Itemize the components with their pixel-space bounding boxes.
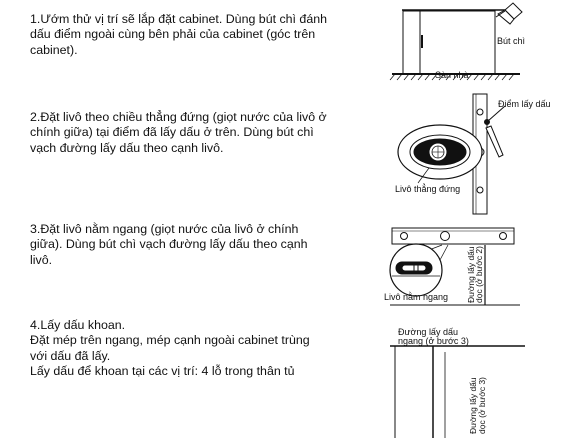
step4-horizontal-label-1: Đường lấy dấu [398,327,458,337]
step-2-text: 2.Đặt livô theo chiều thẳng đứng (giọt nước của livô ở chính giữa) tại điểm đã lấy dấu ở trên. Dùng bút chì vạch đường lấy dấu theo cạnh livô. [30,110,327,155]
figure-4-drill-marks [390,346,525,438]
floor-label: Sàn nhà [435,70,469,80]
step3-vertical-line-label-1: Đường lấy dấu [466,246,476,303]
step4-horizontal-label-2: ngang (ở bước 3) [398,336,469,346]
step-1-text: 1.Ướm thử vị trí sẽ lắp đặt cabinet. Dùng bút chì đánh dấu điểm ngoài cùng bên phải của cabinet (góc trên cabinet). [30,12,328,57]
step-3-text: 3.Đặt livô nằm ngang (giọt nước của livô ở chính giữa). Dùng bút chì vạch đường lấy dấu theo cạnh livô. [30,222,308,267]
mark-point-label: Điểm lấy dấu [498,99,551,109]
vertical-level-label: Livô thẳng đứng [395,184,461,194]
step-4-title: 4.Lấy dấu khoan. [30,318,126,332]
pencil-label: Bút chì [497,36,526,46]
pencil-icon [496,3,522,24]
step4-vertical-label-1: Đường lấy dấu [468,377,478,434]
step4-vertical-label-2: dọc (ở bước 3) [477,377,487,434]
step3-vertical-line-label-2: dọc (ở bước 2) [474,246,484,303]
figure-2-vertical-level [398,94,505,214]
horizontal-level-label: Livô nằm ngang [384,292,449,302]
step-4-line-2: Lấy dấu để khoan tại các vị trí: 4 lỗ trong thân tủ [30,364,295,379]
step-4-line-1: Đặt mép trên ngang, mép cạnh ngoài cabinet trùng với dấu đã lấy. [30,333,310,363]
